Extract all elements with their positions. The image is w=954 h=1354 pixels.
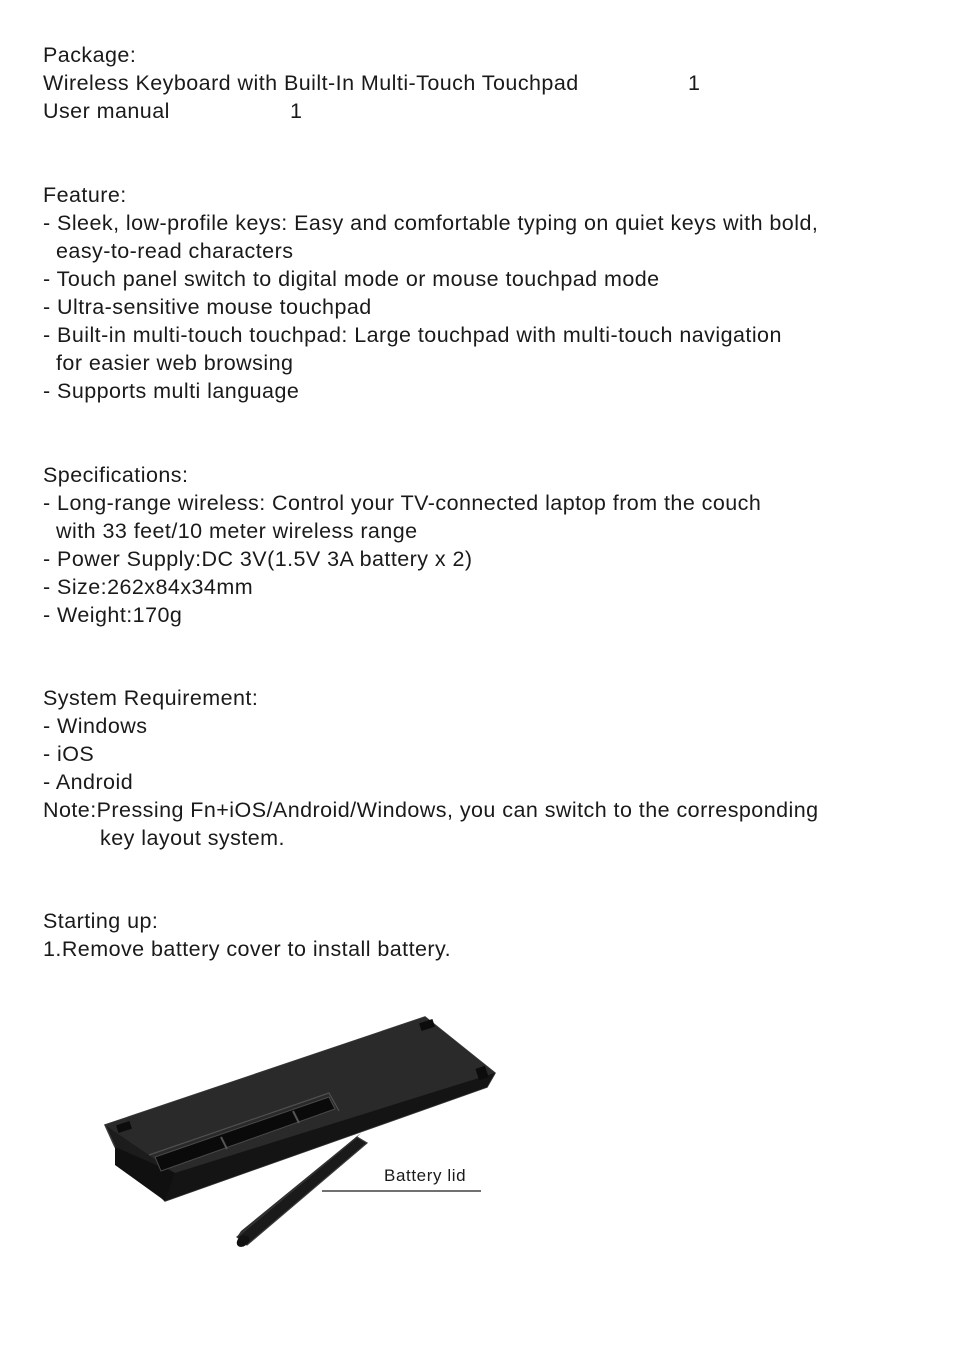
spec-line: - Size:262x84x34mm [43,575,254,599]
specifications-heading: Specifications: [43,463,189,487]
package-heading: Package: [43,43,137,67]
feature-line: - Supports multi language [43,379,300,403]
system-note-continued: key layout system. [100,826,285,850]
system-note: Note:Pressing Fn+iOS/Android/Windows, you can switch to the corresponding [43,798,819,822]
package-item-manual: User manual [43,99,170,123]
package-item-manual-qty: 1 [290,99,303,123]
feature-line: - Ultra-sensitive mouse touchpad [43,295,372,319]
feature-line: for easier web browsing [56,351,294,375]
feature-heading: Feature: [43,183,127,207]
feature-line: - Built-in multi-touch touchpad: Large touchpad with multi-touch navigation [43,323,782,347]
feature-line: easy-to-read characters [56,239,294,263]
package-item-keyboard: Wireless Keyboard with Built-In Multi-Touch Touchpad [43,71,579,95]
system-heading: System Requirement: [43,686,259,710]
starting-heading: Starting up: [43,909,159,933]
keyboard-battery-illustration [95,1005,515,1255]
battery-lid-caption: Battery lid [384,1166,467,1185]
system-line: - Android [43,770,134,794]
spec-line: - Power Supply:DC 3V(1.5V 3A battery x 2) [43,547,473,571]
system-line: - Windows [43,714,148,738]
spec-line: - Long-range wireless: Control your TV-connected laptop from the couch [43,491,762,515]
feature-line: - Touch panel switch to digital mode or mouse touchpad mode [43,267,660,291]
package-item-keyboard-qty: 1 [688,71,701,95]
feature-line: - Sleek, low-profile keys: Easy and comfortable typing on quiet keys with bold, [43,211,819,235]
system-line: - iOS [43,742,95,766]
spec-line: with 33 feet/10 meter wireless range [56,519,418,543]
spec-line: - Weight:170g [43,603,183,627]
starting-step: 1.Remove battery cover to install battery. [43,937,452,961]
